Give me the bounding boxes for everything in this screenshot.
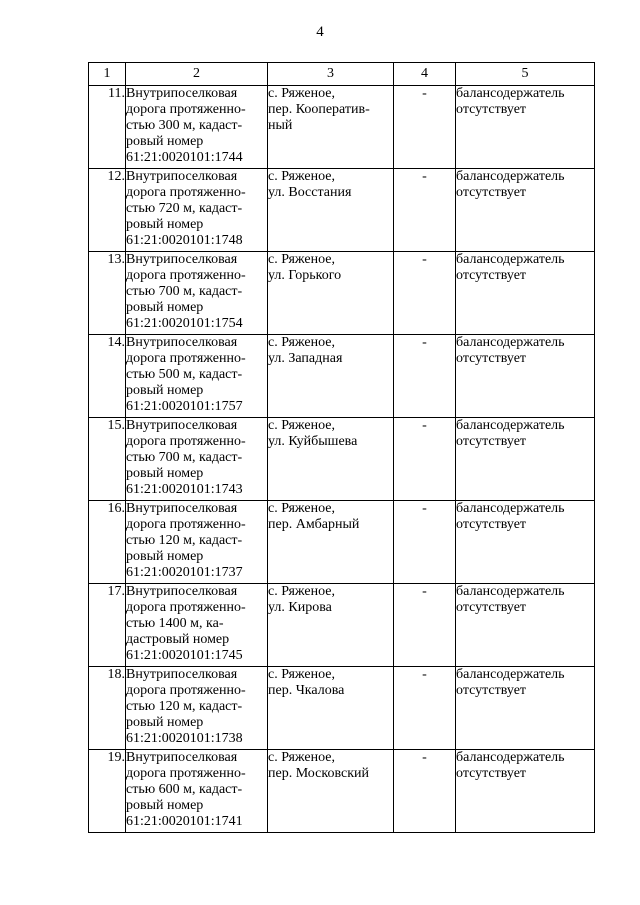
object-address: с. Ряженое, пер. Чкалова xyxy=(268,667,394,750)
object-description: Внутрипоселковая дорога протяженно- стью 500 м, кадаст- ровый номер 61:21:0020101:1757 xyxy=(126,335,268,418)
balance-holder: балансодержатель отсутствует xyxy=(456,86,595,169)
road-registry-table xyxy=(88,62,595,833)
table-row xyxy=(89,86,595,169)
column-4-value: - xyxy=(394,252,456,335)
column-4-value: - xyxy=(394,418,456,501)
column-4-value: - xyxy=(394,750,456,833)
object-address: с. Ряженое, ул. Кирова xyxy=(268,584,394,667)
object-address: с. Ряженое, пер. Московский xyxy=(268,750,394,833)
row-number: 13. xyxy=(89,252,126,335)
column-4-value: - xyxy=(394,169,456,252)
object-address: с. Ряженое, пер. Амбарный xyxy=(268,501,394,584)
column-4-value: - xyxy=(394,335,456,418)
table-row xyxy=(89,418,595,501)
balance-holder: балансодержатель отсутствует xyxy=(456,335,595,418)
column-4-value: - xyxy=(394,86,456,169)
balance-holder: балансодержатель отсутствует xyxy=(456,501,595,584)
column-header-3: 3 xyxy=(268,63,394,86)
column-header-4: 4 xyxy=(394,63,456,86)
object-description: Внутрипоселковая дорога протяженно- стью 700 м, кадаст- ровый номер 61:21:0020101:1743 xyxy=(126,418,268,501)
table-row xyxy=(89,501,595,584)
column-4-value: - xyxy=(394,501,456,584)
balance-holder: балансодержатель отсутствует xyxy=(456,418,595,501)
row-number: 11. xyxy=(89,86,126,169)
table-row xyxy=(89,252,595,335)
column-4-value: - xyxy=(394,584,456,667)
object-description: Внутрипоселковая дорога протяженно- стью 700 м, кадаст- ровый номер 61:21:0020101:1754 xyxy=(126,252,268,335)
object-address: с. Ряженое, ул. Западная xyxy=(268,335,394,418)
page-number: 4 xyxy=(316,24,324,40)
object-description: Внутрипоселковая дорога протяженно- стью 1400 м, ка- дастровый номер 61:21:0020101:1745 xyxy=(126,584,268,667)
balance-holder: балансодержатель отсутствует xyxy=(456,750,595,833)
row-number: 19. xyxy=(89,750,126,833)
column-header-1: 1 xyxy=(89,63,126,86)
column-header-2: 2 xyxy=(126,63,268,86)
object-address: с. Ряженое, ул. Горького xyxy=(268,252,394,335)
balance-holder: балансодержатель отсутствует xyxy=(456,252,595,335)
column-header-5: 5 xyxy=(456,63,595,86)
row-number: 17. xyxy=(89,584,126,667)
row-number: 16. xyxy=(89,501,126,584)
object-address: с. Ряженое, ул. Восстания xyxy=(268,169,394,252)
object-description: Внутрипоселковая дорога протяженно- стью 120 м, кадаст- ровый номер 61:21:0020101:1737 xyxy=(126,501,268,584)
table-row xyxy=(89,750,595,833)
table-row xyxy=(89,335,595,418)
table-row xyxy=(89,169,595,252)
row-number: 14. xyxy=(89,335,126,418)
object-description: Внутрипоселковая дорога протяженно- стью 720 м, кадаст- ровый номер 61:21:0020101:1748 xyxy=(126,169,268,252)
balance-holder: балансодержатель отсутствует xyxy=(456,584,595,667)
row-number: 12. xyxy=(89,169,126,252)
column-4-value: - xyxy=(394,667,456,750)
table-row xyxy=(89,584,595,667)
object-description: Внутрипоселковая дорога протяженно- стью 300 м, кадаст- ровый номер 61:21:0020101:1744 xyxy=(126,86,268,169)
table-header-row xyxy=(89,63,595,86)
table-row xyxy=(89,667,595,750)
object-address: с. Ряженое, ул. Куйбышева xyxy=(268,418,394,501)
object-description: Внутрипоселковая дорога протяженно- стью 600 м, кадаст- ровый номер 61:21:0020101:1741 xyxy=(126,750,268,833)
row-number: 18. xyxy=(89,667,126,750)
row-number: 15. xyxy=(89,418,126,501)
balance-holder: балансодержатель отсутствует xyxy=(456,169,595,252)
balance-holder: балансодержатель отсутствует xyxy=(456,667,595,750)
object-description: Внутрипоселковая дорога протяженно- стью 120 м, кадаст- ровый номер 61:21:0020101:1738 xyxy=(126,667,268,750)
object-address: с. Ряженое, пер. Кооператив- ный xyxy=(268,86,394,169)
